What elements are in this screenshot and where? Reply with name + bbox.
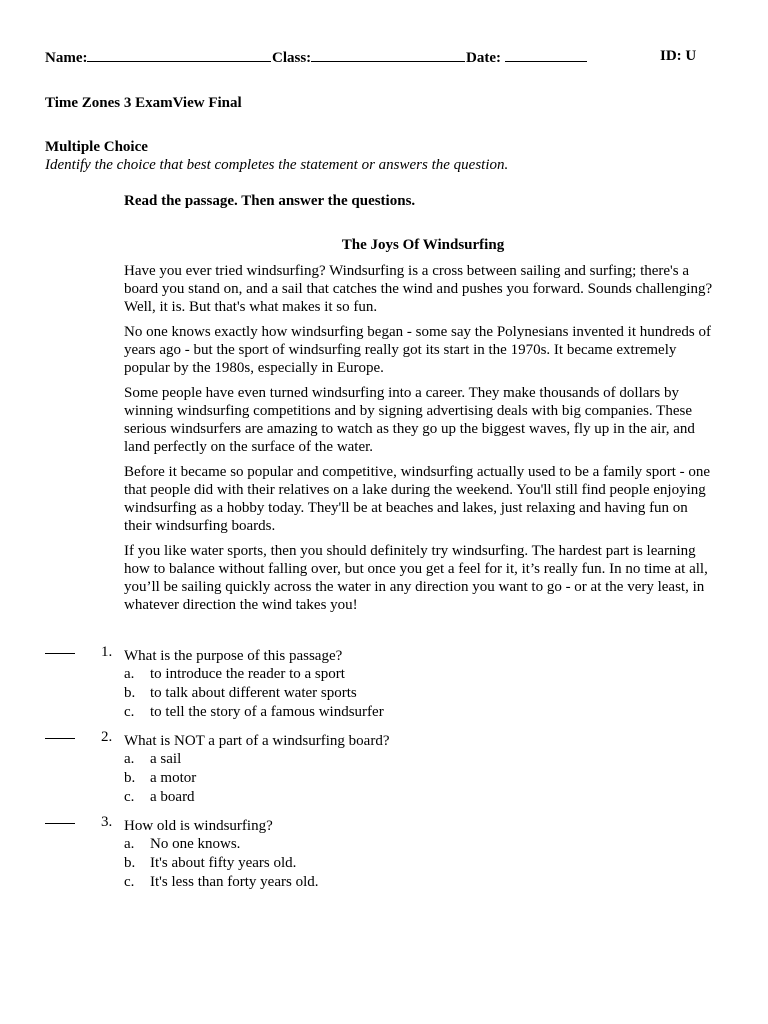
class-blank[interactable] bbox=[311, 47, 465, 62]
option-letter: b. bbox=[124, 685, 136, 701]
option-text: to introduce the reader to a sport bbox=[150, 666, 345, 682]
passage-instruction: Read the passage. Then answer the questions. bbox=[124, 193, 416, 209]
question-number: 1. bbox=[101, 644, 113, 660]
id-label: ID: U bbox=[660, 48, 697, 64]
question-number: 2. bbox=[101, 729, 113, 745]
passage-body bbox=[124, 262, 719, 621]
option-a bbox=[124, 750, 181, 768]
option-text: No one knows. bbox=[150, 836, 241, 852]
section-instructions: Identify the choice that best completes the statement or answers the question. bbox=[45, 157, 509, 173]
option-text: It's less than forty years old. bbox=[150, 874, 319, 890]
question-3 bbox=[0, 813, 768, 903]
class-field bbox=[272, 47, 465, 67]
question-number: 3. bbox=[101, 814, 113, 830]
option-b bbox=[124, 769, 196, 787]
option-letter: a. bbox=[124, 836, 135, 852]
option-b bbox=[124, 854, 296, 872]
name-blank[interactable] bbox=[87, 47, 271, 62]
option-letter: c. bbox=[124, 874, 135, 890]
question-1 bbox=[0, 643, 768, 733]
answer-blank[interactable] bbox=[45, 823, 75, 824]
option-letter: b. bbox=[124, 855, 136, 871]
class-label: Class: bbox=[272, 50, 312, 66]
name-label: Name: bbox=[45, 50, 88, 66]
date-field bbox=[466, 47, 587, 67]
passage-paragraph: Some people have even turned windsurfing into a career. They make thousands of dollars by winning windsurfing competitions and by signing advertising deals with big companies. These serious windsurfers are amazing to watch as they go up the biggest waves, fly up in the air, and land perfectly on the surface of the water. bbox=[124, 385, 695, 455]
question-text: How old is windsurfing? bbox=[124, 818, 273, 834]
question-2 bbox=[0, 728, 768, 818]
option-text: a motor bbox=[150, 770, 197, 786]
question-text: What is NOT a part of a windsurfing board? bbox=[124, 733, 390, 749]
option-letter: c. bbox=[124, 704, 135, 720]
option-text: a sail bbox=[150, 751, 182, 767]
option-a bbox=[124, 665, 345, 683]
option-b bbox=[124, 684, 357, 702]
passage-title: The Joys Of Windsurfing bbox=[341, 237, 505, 253]
option-c bbox=[124, 873, 319, 891]
answer-blank[interactable] bbox=[45, 653, 75, 654]
option-text: It's about fifty years old. bbox=[150, 855, 297, 871]
option-c bbox=[124, 788, 195, 806]
passage-paragraph: No one knows exactly how windsurfing began - some say the Polynesians invented it hundreds of years ago - but the sport of windsurfing really got its start in the 1970s. It became extremely popular by the 1980s, especially in Europe. bbox=[124, 324, 711, 376]
option-c bbox=[124, 703, 384, 721]
option-letter: b. bbox=[124, 770, 136, 786]
date-blank[interactable] bbox=[505, 47, 587, 62]
name-field bbox=[45, 47, 271, 67]
option-letter: a. bbox=[124, 751, 135, 767]
option-text: to tell the story of a famous windsurfer bbox=[150, 704, 384, 720]
exam-title: Time Zones 3 ExamView Final bbox=[45, 95, 242, 111]
option-text: a board bbox=[150, 789, 195, 805]
passage-paragraph: If you like water sports, then you should definitely try windsurfing. The hardest part is learning how to balance without falling over, but once you get a feel for it, it’s really fun. In no time at all, you’ll be sailing quickly across the water in any direction you want to go - or at the very least, in whatever direction the wind takes you! bbox=[124, 543, 708, 613]
section-title: Multiple Choice bbox=[45, 139, 148, 155]
option-a bbox=[124, 835, 240, 853]
passage-paragraph: Before it became so popular and competitive, windsurfing actually used to be a family sport - one that people did with their relatives on a lake during the weekend. You'll still find people enjoying windsurfing as a hobby today. They'll be at beaches and lakes, just relaxing and having fun on their windsurfing boards. bbox=[124, 464, 711, 534]
option-text: to talk about different water sports bbox=[150, 685, 357, 701]
option-letter: a. bbox=[124, 666, 135, 682]
answer-blank[interactable] bbox=[45, 738, 75, 739]
date-label: Date: bbox=[466, 50, 501, 66]
question-text: What is the purpose of this passage? bbox=[124, 648, 343, 664]
option-letter: c. bbox=[124, 789, 135, 805]
passage-paragraph: Have you ever tried windsurfing? Windsurfing is a cross between sailing and surfing; there's a board you stand on, and a sail that catches the wind and pushes you forward. Sounds challenging? Well, it is. But that's what makes it so fun. bbox=[124, 263, 713, 315]
